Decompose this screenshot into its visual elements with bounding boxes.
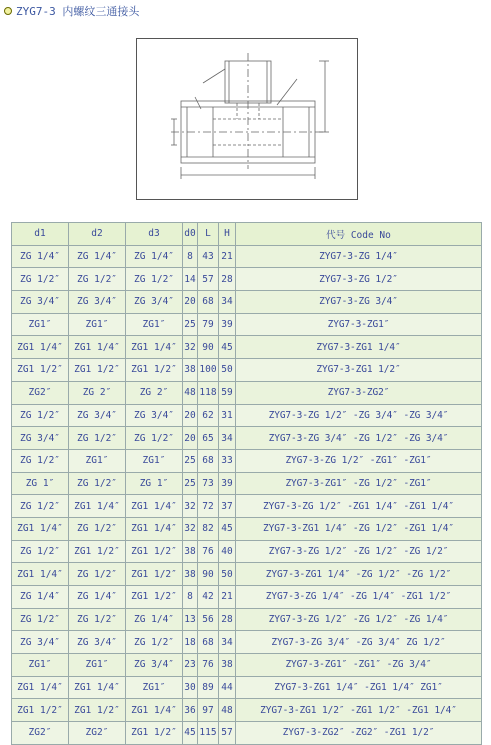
table-cell: 34 (219, 291, 236, 314)
table-cell: ZYG7-3-ZG 1/2″ -ZG 3/4″ -ZG 3/4″ (236, 404, 482, 427)
table-cell: ZYG7-3-ZG 3/4″ -ZG 1/2″ -ZG 3/4″ (236, 427, 482, 450)
table-cell: 45 (219, 336, 236, 359)
table-cell: ZYG7-3-ZG 1/2″ -ZG1″ -ZG1″ (236, 449, 482, 472)
table-cell: ZG1 1/4″ (69, 676, 126, 699)
table-cell: ZG 1/2″ (12, 268, 69, 291)
table-row (12, 563, 482, 586)
table-cell: 25 (183, 472, 198, 495)
table-cell: 32 (183, 336, 198, 359)
table-cell: ZG1 1/4″ (126, 699, 183, 722)
table-cell: ZG1 1/4″ (126, 495, 183, 518)
table-cell: ZG1″ (69, 654, 126, 677)
table-cell: ZG1 1/4″ (69, 495, 126, 518)
table-cell: 23 (183, 654, 198, 677)
table-cell: 90 (198, 336, 219, 359)
table-cell: ZG 1/2″ (12, 495, 69, 518)
table-cell: ZG1″ (126, 313, 183, 336)
table-cell: 36 (183, 699, 198, 722)
table-cell: ZG1 1/2″ (126, 722, 183, 745)
table-cell: ZG 3/4″ (69, 291, 126, 314)
table-cell: ZG1″ (126, 676, 183, 699)
table-row (12, 495, 482, 518)
table-cell: 45 (219, 517, 236, 540)
table-row (12, 722, 482, 745)
table-cell: 73 (198, 472, 219, 495)
table-cell: ZG 1/4″ (69, 586, 126, 609)
table-cell: 115 (198, 722, 219, 745)
table-cell: 118 (198, 381, 219, 404)
table-cell: 76 (198, 540, 219, 563)
table-cell: 28 (219, 268, 236, 291)
table-cell: ZG 1/2″ (69, 517, 126, 540)
table-cell: ZG1″ (69, 313, 126, 336)
table-cell: 79 (198, 313, 219, 336)
table-cell: 38 (183, 540, 198, 563)
table-row (12, 427, 482, 450)
table-row (12, 676, 482, 699)
table-cell: 40 (219, 540, 236, 563)
table-cell: ZYG7-3-ZG 1/2″ -ZG 1/2″ -ZG 1/4″ (236, 608, 482, 631)
page-title: ZYG7-3 内螺纹三通接头 (16, 5, 140, 18)
table-cell: ZG1 1/2″ (126, 563, 183, 586)
table-cell: ZYG7-3-ZG1 1/4″ -ZG 1/2″ -ZG1 1/4″ (236, 517, 482, 540)
table-cell: 38 (183, 359, 198, 382)
table-cell: 45 (183, 722, 198, 745)
table-cell: ZG 1/2″ (12, 404, 69, 427)
table-cell: ZG2″ (12, 722, 69, 745)
table-cell: ZYG7-3-ZG1 1/2″ (236, 359, 482, 382)
table-cell: 65 (198, 427, 219, 450)
table-row (12, 336, 482, 359)
table-cell: ZG 1/2″ (69, 268, 126, 291)
table-cell: 8 (183, 586, 198, 609)
table-cell: 44 (219, 676, 236, 699)
table-cell: ZYG7-3-ZG 3/4″ (236, 291, 482, 314)
table-cell: ZG 1/2″ (69, 563, 126, 586)
table-cell: ZG1″ (126, 449, 183, 472)
table-cell: ZG2″ (12, 381, 69, 404)
table-row (12, 404, 482, 427)
table-cell: ZG 1″ (126, 472, 183, 495)
table-cell: 56 (198, 608, 219, 631)
table-cell: ZG1 1/2″ (126, 586, 183, 609)
tee-fitting-diagram (137, 39, 357, 199)
table-cell: 18 (183, 631, 198, 654)
table-cell: 76 (198, 654, 219, 677)
table-cell: ZG1 1/4″ (69, 336, 126, 359)
table-cell: 72 (198, 495, 219, 518)
table-cell: ZYG7-3-ZG 3/4″ -ZG 3/4″ ZG 1/2″ (236, 631, 482, 654)
table-row (12, 586, 482, 609)
table-cell: ZYG7-3-ZG1 1/4″ -ZG 1/2″ -ZG 1/2″ (236, 563, 482, 586)
table-cell: ZG1 1/2″ (126, 540, 183, 563)
table-cell: 100 (198, 359, 219, 382)
table-cell: ZG2″ (69, 722, 126, 745)
table-row (12, 472, 482, 495)
table-cell: ZG 3/4″ (126, 291, 183, 314)
column-header: 代号 Code No (236, 223, 482, 246)
table-cell: 34 (219, 427, 236, 450)
table-cell: 20 (183, 291, 198, 314)
table-cell: ZG1 1/2″ (69, 699, 126, 722)
table-cell: ZG 1/2″ (126, 268, 183, 291)
table-row (12, 245, 482, 268)
table-cell: ZG 1/2″ (12, 449, 69, 472)
table-cell: ZYG7-3-ZG1″ -ZG1″ -ZG 3/4″ (236, 654, 482, 677)
table-row (12, 359, 482, 382)
table-cell: 33 (219, 449, 236, 472)
column-header: d2 (69, 223, 126, 246)
table-row (12, 699, 482, 722)
column-header: d3 (126, 223, 183, 246)
bullet-icon (4, 7, 12, 15)
table-cell: ZG1 1/2″ (12, 359, 69, 382)
table-cell: 82 (198, 517, 219, 540)
table-row (12, 381, 482, 404)
table-cell: 32 (183, 495, 198, 518)
table-cell: ZYG7-3-ZG1″ -ZG 1/2″ -ZG1″ (236, 472, 482, 495)
table-cell: ZG 1/2″ (126, 427, 183, 450)
table-cell: ZG1 1/4″ (126, 517, 183, 540)
spec-table (11, 222, 482, 745)
table-cell: ZG 1/2″ (12, 608, 69, 631)
table-cell: ZG1 1/2″ (126, 359, 183, 382)
table-cell: ZG 2″ (126, 381, 183, 404)
table-cell: ZYG7-3-ZG1 1/4″ -ZG1 1/4″ ZG1″ (236, 676, 482, 699)
table-cell: ZG1″ (12, 313, 69, 336)
table-cell: ZG1 1/2″ (12, 699, 69, 722)
table-cell: ZYG7-3-ZG 1/2″ -ZG 1/2″ -ZG 1/2″ (236, 540, 482, 563)
table-cell: ZYG7-3-ZG1 1/2″ -ZG1 1/2″ -ZG1 1/4″ (236, 699, 482, 722)
table-cell: ZG1 1/4″ (12, 563, 69, 586)
table-cell: ZYG7-3-ZG 1/4″ -ZG 1/4″ -ZG1 1/2″ (236, 586, 482, 609)
table-cell: 38 (219, 654, 236, 677)
table-cell: ZG1 1/4″ (12, 336, 69, 359)
table-cell: 50 (219, 359, 236, 382)
table-cell: ZG 3/4″ (12, 427, 69, 450)
table-cell: 13 (183, 608, 198, 631)
table-cell: 8 (183, 245, 198, 268)
table-cell: ZG 3/4″ (12, 631, 69, 654)
table-cell: 43 (198, 245, 219, 268)
table-cell: ZG 1/4″ (12, 586, 69, 609)
table-cell: 25 (183, 449, 198, 472)
table-cell: 57 (219, 722, 236, 745)
table-cell: ZG 1/4″ (12, 245, 69, 268)
table-cell: ZG 3/4″ (69, 631, 126, 654)
table-cell: ZG 1/4″ (126, 608, 183, 631)
table-cell: 90 (198, 563, 219, 586)
table-cell: 32 (183, 517, 198, 540)
table-cell: 25 (183, 313, 198, 336)
table-cell: ZG 2″ (69, 381, 126, 404)
table-cell: 31 (219, 404, 236, 427)
table-cell: ZYG7-3-ZG2″ (236, 381, 482, 404)
column-header: d0 (183, 223, 198, 246)
table-cell: 42 (198, 586, 219, 609)
table-cell: 39 (219, 472, 236, 495)
table-cell: ZYG7-3-ZG2″ -ZG2″ -ZG1 1/2″ (236, 722, 482, 745)
table-cell: ZG 3/4″ (12, 291, 69, 314)
table-row (12, 291, 482, 314)
column-header: H (219, 223, 236, 246)
table-row (12, 449, 482, 472)
table-cell: ZG 1/2″ (69, 427, 126, 450)
table-cell: 34 (219, 631, 236, 654)
table-row (12, 268, 482, 291)
table-cell: ZG1 1/4″ (126, 336, 183, 359)
table-cell: ZG 1/2″ (126, 631, 183, 654)
table-cell: 30 (183, 676, 198, 699)
table-cell: ZYG7-3-ZG1 1/4″ (236, 336, 482, 359)
table-cell: ZG1 1/2″ (69, 359, 126, 382)
table-cell: ZG1 1/4″ (12, 676, 69, 699)
table-cell: 68 (198, 449, 219, 472)
table-cell: 62 (198, 404, 219, 427)
table-row (12, 654, 482, 677)
tee-fitting-drawing (136, 38, 358, 200)
table-cell: ZYG7-3-ZG 1/2″ (236, 268, 482, 291)
table-cell: 57 (198, 268, 219, 291)
table-cell: ZG1″ (69, 449, 126, 472)
table-cell: 50 (219, 563, 236, 586)
column-header: L (198, 223, 219, 246)
table-cell: 48 (219, 699, 236, 722)
column-header: d1 (12, 223, 69, 246)
table-row (12, 631, 482, 654)
table-cell: ZG 1/2″ (69, 472, 126, 495)
table-row (12, 540, 482, 563)
table-cell: 89 (198, 676, 219, 699)
table-cell: 20 (183, 427, 198, 450)
table-row (12, 313, 482, 336)
table-cell: 21 (219, 245, 236, 268)
table-cell: ZG 1″ (12, 472, 69, 495)
table-cell: ZG 3/4″ (126, 404, 183, 427)
page-header (4, 3, 139, 19)
table-header-row (12, 223, 482, 246)
table-cell: ZYG7-3-ZG1″ (236, 313, 482, 336)
table-row (12, 517, 482, 540)
table-cell: 68 (198, 631, 219, 654)
table-cell: 68 (198, 291, 219, 314)
table-cell: ZG1″ (12, 654, 69, 677)
table-cell: ZG1 1/4″ (12, 517, 69, 540)
table-cell: 97 (198, 699, 219, 722)
table-cell: 14 (183, 268, 198, 291)
table-cell: 59 (219, 381, 236, 404)
table-cell: 39 (219, 313, 236, 336)
table-cell: 21 (219, 586, 236, 609)
table-cell: ZG 3/4″ (69, 404, 126, 427)
table-cell: ZG1 1/2″ (69, 540, 126, 563)
table-cell: ZYG7-3-ZG 1/4″ (236, 245, 482, 268)
table-cell: 28 (219, 608, 236, 631)
table-cell: ZG 3/4″ (126, 654, 183, 677)
table-cell: ZG 1/2″ (69, 608, 126, 631)
table-cell: 20 (183, 404, 198, 427)
table-cell: 38 (183, 563, 198, 586)
table-cell: ZYG7-3-ZG 1/2″ -ZG1 1/4″ -ZG1 1/4″ (236, 495, 482, 518)
table-row (12, 608, 482, 631)
table-cell: ZG 1/2″ (12, 540, 69, 563)
table-cell: ZG 1/4″ (126, 245, 183, 268)
table-cell: 37 (219, 495, 236, 518)
table-cell: ZG 1/4″ (69, 245, 126, 268)
table-cell: 48 (183, 381, 198, 404)
